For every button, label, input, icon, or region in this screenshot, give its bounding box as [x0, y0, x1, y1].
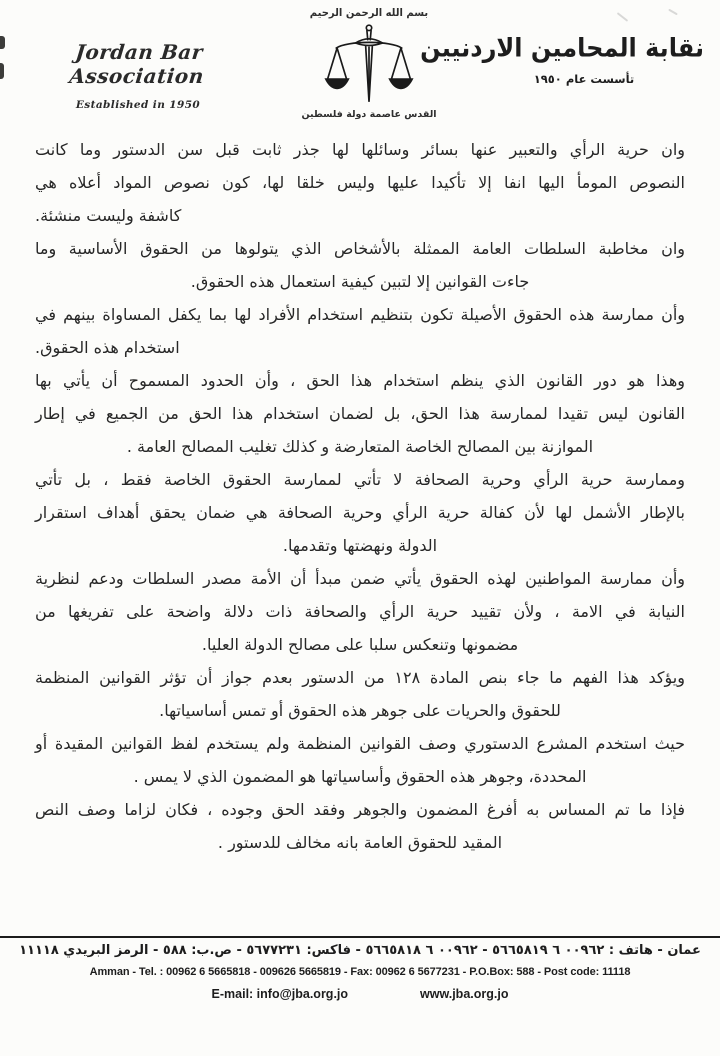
letterhead-arabic-block [420, 32, 704, 86]
text-line: المقيد للحقوق العامة بانه مخالف للدستور . [217, 833, 503, 852]
text-line: ويؤكد هذا الفهم ما جاء بنص المادة ١٢٨ من الدستور بعدم جواز أن تؤثر القوانين المنظمة [35, 668, 685, 687]
document-body [35, 133, 685, 859]
text-line: الدولة ونهضتها وتقدمها. [282, 536, 438, 555]
paragraph [35, 463, 685, 562]
text-line: المحددة، وجوهر هذه الحقوق وأساسياتها هو المضمون الذي لا يمس . [133, 767, 587, 786]
footer-rule [0, 936, 720, 938]
text-line: وان مخاطبة السلطات العامة الممثلة بالأشخاص الذي يتولوها من الحقوق الأساسية وما [35, 239, 685, 258]
footer-email-row [0, 987, 720, 1001]
text-line: بالإطار الأشمل لها لأن كفالة حرية الرأي وحرية الصحافة هي ضمان يحقق أهداف استقرار [35, 503, 685, 522]
footer-contact-english: Amman - Tel. : 00962 6 5665818 - 009626 5665819 - Fax: 00962 6 5677231 - P.O.Box: 588 - Post code: 11118 [89, 966, 631, 978]
text-line: حيث استخدم المشرع الدستوري وصف القوانين المنظمة ولم يستخدم لفظ القوانين المقيدة أو [35, 734, 685, 753]
pencil-mark [668, 9, 678, 16]
text-line: النصوص المومأ اليها انفا إلا تأكيدا عليها وليس خلقا لها، كون نصوص المواد أعلاه هي [35, 173, 685, 192]
text-line: وان حرية الرأي والتعبير عنها بسائر وسائلها لها جذر ثابت قبل سن الدستور وما كانت [35, 140, 685, 159]
text-line: فإذا ما تم المساس به أفرغ المضمون والجوهر وفقد الحق وجوده ، فكان لزاما وصف النص [35, 800, 685, 819]
text-line: استخدام هذه الحقوق. [35, 338, 180, 357]
pencil-mark [617, 12, 628, 22]
letterhead-emblem-block [294, 8, 444, 120]
footer-contact-arabic: عمان - هاتف : ‪٠٠٩٦٢ ٦ ٥٦٦٥٨١٨‬ - ‪٠٠٩٦٢ ٦ ٥٦٦٥٨١٩‬ - فاكس: ‪٥٦٧٧٢٣١‬ - ص.ب: ٥٨٨ - الرمز البريدي ١١١١٨ [19, 943, 701, 958]
text-line: جاءت القوانين إلا لتبين كيفية استعمال هذه الحقوق. [190, 272, 530, 291]
text-line: كاشفة وليست منشئة. [35, 206, 182, 225]
org-name-english: Jordan Bar Association [68, 40, 206, 88]
paragraph [35, 232, 685, 298]
paragraph [35, 298, 685, 364]
paragraph [35, 661, 685, 727]
scan-smudge [0, 63, 4, 79]
footer-email: E-mail: info@jba.org.jo [211, 987, 349, 1001]
text-line: وممارسة حرية الرأي وحرية الصحافة لا تأتي لممارسة الحقوق الخاصة فقط ، بل تأتي [35, 470, 685, 489]
org-name-arabic: نقابة المحامين الاردنيين [420, 32, 704, 64]
text-line: وهذا هو دور القانون الذي ينظم استخدام هذا الحق ، وأن الحدود المسموح أن يأتي بها [35, 371, 685, 390]
founded-year-arabic: تأسست عام ١٩٥٠ [533, 72, 635, 86]
bismillah-text: بسم الله الرحمن الرحيم [309, 7, 429, 20]
text-line: الموازنة بين المصالح الخاصة المتعارضة و كذلك تغليب المصالح العامة . [126, 437, 594, 456]
established-text: Established in 1950 [75, 99, 201, 111]
paragraph [35, 793, 685, 859]
paragraph [35, 133, 685, 232]
paragraph [35, 562, 685, 661]
paragraph [35, 727, 685, 793]
footer-website: www.jba.org.jo [420, 987, 509, 1001]
scales-and-sword-icon [313, 22, 425, 106]
text-line: وأن ممارسة هذه الحقوق الأصيلة تكون بتنظيم استخدام الأفراد لها بما يكفل المساواة بينهم في [35, 305, 685, 324]
text-line: وأن ممارسة المواطنين لهذه الحقوق يأتي ضمن مبدأ أن الأمة مصدر السلطات ودعم لنظرية [35, 569, 685, 588]
emblem-caption: القدس عاصمة دولة فلسطين [301, 109, 437, 120]
letterhead-english-block [28, 40, 248, 111]
text-line: مضمونها وتنعكس سلبا على مصالح الدولة العليا. [201, 635, 519, 654]
text-line: للحقوق والحريات على جوهر هذه الحقوق أو تمس أساسياتها. [159, 701, 561, 720]
text-line: القانون ليس تقيدا لممارسة هذا الحق، بل لضمان استخدام هذا الحق من الجميع في إطار [35, 404, 685, 423]
paragraph [35, 364, 685, 463]
text-line: النيابة في الامة ، ولأن تقييد حرية الرأي والصحافة ذات دلالة واضحة على تفريغها من [35, 602, 685, 621]
scan-smudge [0, 36, 5, 49]
